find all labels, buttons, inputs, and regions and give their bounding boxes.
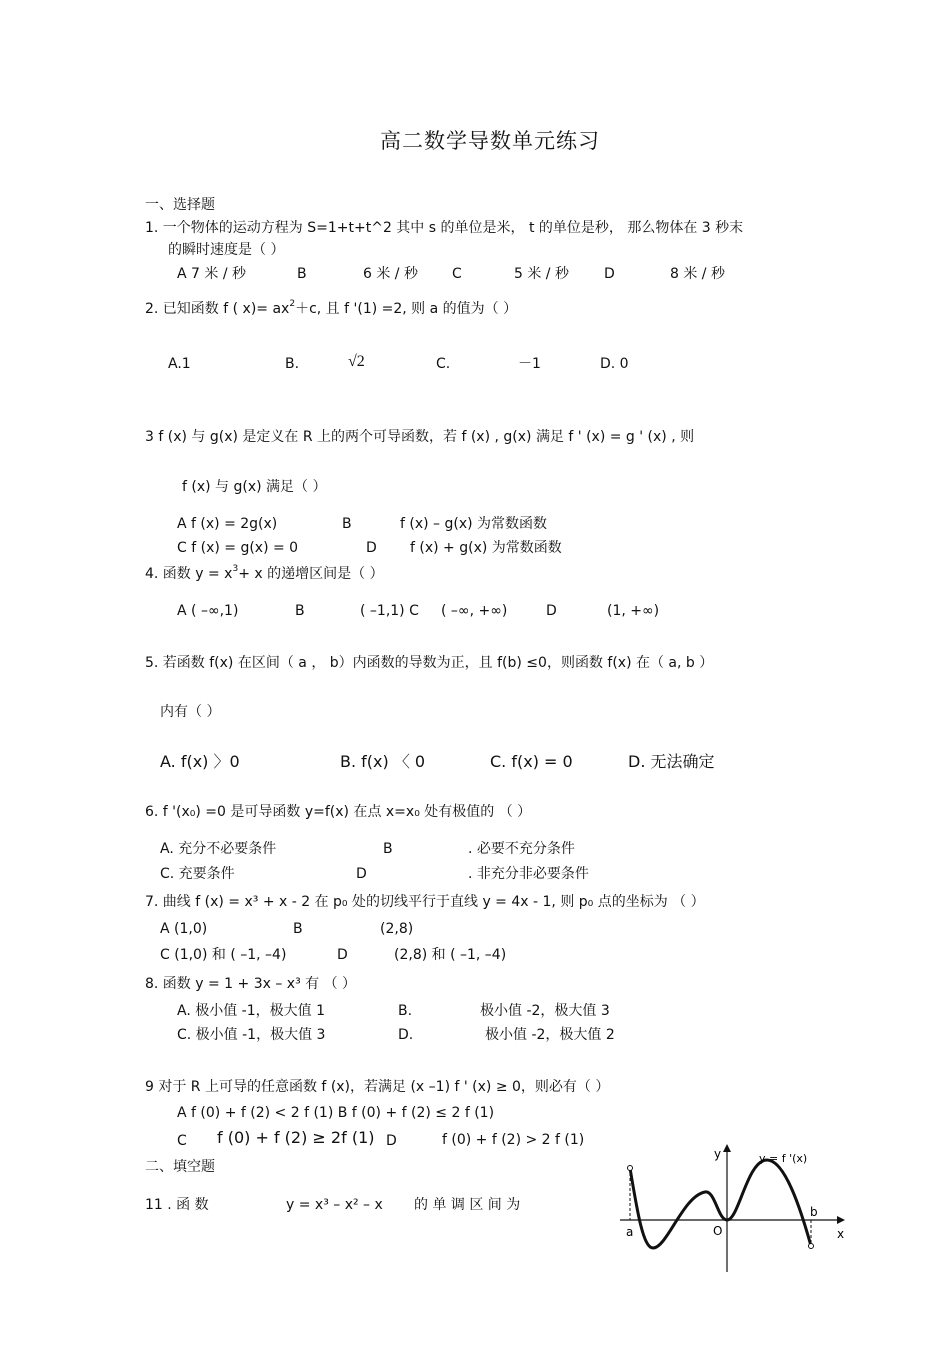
q2-option-a: A.1: [168, 356, 191, 372]
q7-option-c: C (1,0) 和 ( –1, –4): [160, 947, 287, 963]
q4-option-a: A ( –∞,1): [177, 603, 239, 619]
q1-option-d-label: D: [604, 266, 615, 282]
x-axis-label: x: [837, 1227, 845, 1241]
q2-option-b-label: B.: [285, 356, 300, 372]
q1-option-b: 6 米 / 秒: [363, 266, 418, 282]
q8-option-d: 极小值 -2，极大值 2: [485, 1027, 615, 1043]
q3-stem: 3 f (x) 与 g(x) 是定义在 R 上的两个可导函数，若 f (x) , g(x) 满足 f ' (x) = g ' (x) , 则: [145, 429, 695, 445]
derivative-graph: [615, 1140, 850, 1275]
q8-option-c: C. 极小值 -1，极大值 3: [177, 1027, 326, 1043]
endpoint-b: [809, 1244, 814, 1249]
q3-option-d: f (x) + g(x) 为常数函数: [410, 540, 562, 556]
q4-stem-a: 4. 函数 y = x: [145, 566, 233, 582]
q3-stem-line2: f (x) 与 g(x) 满足（ ）: [182, 479, 327, 495]
q2-option-c: －1: [518, 356, 541, 372]
q7-option-b: (2,8): [380, 921, 414, 937]
q7-option-d: (2,8) 和 ( –1, –4): [394, 947, 507, 963]
q4-option-b-label: B: [295, 603, 305, 619]
q2-option-b: √2: [348, 353, 365, 370]
q5-option-c: C. f(x) = 0: [490, 752, 573, 771]
page-title: 高二数学导数单元练习: [380, 129, 600, 153]
q11-stem-b: y = x³ – x² – x: [286, 1197, 383, 1213]
q6-option-a: A. 充分不必要条件: [160, 841, 277, 857]
q4-option-c: ( –∞, +∞): [441, 603, 508, 619]
q1-option-b-label: B: [297, 266, 307, 282]
q2-option-d: D. 0: [600, 356, 629, 372]
q4-stem-b: + x 的递增区间是（ ）: [238, 566, 384, 582]
q2-stem: 2. 已知函数 f ( $x)= ax^2+c$, 且 f '(1) =2, 则 a 的值为（ ）: [145, 299, 518, 317]
q6-option-d-label: D: [356, 866, 367, 882]
q5-option-b: B. f(x) 〈 0: [340, 752, 426, 771]
q7-stem: 7. 曲线 f (x) = x³ + x - 2 在 p₀ 处的切线平行于直线 y = 4x - 1, 则 p₀ 点的坐标为 （ ）: [145, 894, 705, 910]
q6-option-d: . 非充分非必要条件: [468, 866, 589, 882]
q11-stem-c: 的 单 调 区 间 为: [414, 1197, 521, 1213]
q6-option-b-label: B: [383, 841, 393, 857]
q3-option-b: f (x) – g(x) 为常数函数: [400, 516, 548, 532]
q1-option-a: A 7 米 / 秒: [177, 266, 247, 282]
q9-option-d-label: D: [386, 1133, 397, 1149]
q8-option-a: A. 极小值 -1，极大值 1: [177, 1003, 325, 1019]
curve-label: y = f '(x): [759, 1152, 808, 1165]
q2-option-c-label: C.: [436, 356, 451, 372]
q1-option-c-label: C: [452, 266, 462, 282]
q2-stem-b: ＋c, 且 f '(1) =2, 则 a 的值为（ ）: [295, 301, 518, 317]
q1-stem-line2: 的瞬时速度是（ ）: [168, 242, 285, 258]
q4-stem: 4. 函数 $y = x^3+ x$ 的递增区间是（ ）: [145, 564, 384, 582]
q5-option-a: A. f(x) 〉0: [160, 752, 240, 771]
x-axis-arrow: [837, 1216, 845, 1224]
q9-stem: 9 对于 R 上可导的任意函数 f (x)，若满足 (x –1) f ' (x) ≥ 0，则必有（ ）: [145, 1079, 610, 1095]
q3-option-b-label: B: [342, 516, 352, 532]
q9-option-c-label: C: [177, 1133, 187, 1149]
q9-option-d: f (0) + f (2) > 2 f (1): [442, 1132, 585, 1148]
q5-stem: 5. 若函数 f(x) 在区间（ a ， b）内函数的导数为正，且 f(b) ≤0，则函数 f(x) 在（ a, b ）: [145, 655, 714, 671]
q6-option-c: C. 充要条件: [160, 866, 235, 882]
q8-option-d-label: D.: [398, 1027, 414, 1043]
y-axis-label: y: [714, 1147, 722, 1161]
q9-options-ab: A f (0) + f (2) < 2 f (1) B f (0) + f (2) ≤ 2 f (1): [177, 1105, 495, 1121]
q7-option-b-label: B: [293, 921, 303, 937]
q8-option-b: 极小值 -2，极大值 3: [480, 1003, 610, 1019]
b-label: b: [810, 1205, 818, 1219]
q9-option-c: f (0) + f (2) ≥ 2f (1): [217, 1128, 375, 1147]
section-fill-in: 二、填空题: [145, 1159, 215, 1175]
q1-option-d: 8 米 / 秒: [670, 266, 725, 282]
q1-stem: 1. 一个物体的运动方程为 S=1+t+t^2 其中 s 的单位是米， t 的单位是秒， 那么物体在 3 秒末: [145, 220, 744, 236]
q2-stem-a: 2. 已知函数 f ( x)= ax: [145, 301, 290, 317]
q7-option-a: A (1,0): [160, 921, 208, 937]
q3-option-d-label: D: [366, 540, 377, 556]
q8-stem: 8. 函数 y = 1 + 3x – x³ 有 （ ）: [145, 976, 357, 992]
q6-stem: 6. f '(x₀) =0 是可导函数 y=f(x) 在点 x=x₀ 处有极值的 （ ）: [145, 804, 532, 820]
a-label: a: [626, 1225, 634, 1239]
q4-option-d-label: D: [546, 603, 557, 619]
q1-option-c: 5 米 / 秒: [514, 266, 569, 282]
endpoint-a: [628, 1166, 633, 1171]
q8-option-b-label: B.: [398, 1003, 413, 1019]
q5-stem-line2: 内有（ ）: [160, 704, 221, 720]
q3-option-c: C f (x) = g(x) = 0: [177, 540, 299, 556]
q5-option-d: D. 无法确定: [628, 752, 715, 771]
q3-option-a: A f (x) = 2g(x): [177, 516, 278, 532]
origin-label: O: [713, 1224, 723, 1238]
q7-option-d-label: D: [337, 947, 348, 963]
section-choice: 一、选择题: [145, 197, 215, 213]
q6-option-b: . 必要不充分条件: [468, 841, 575, 857]
q4-option-d: (1, +∞): [607, 603, 660, 619]
y-axis-arrow: [723, 1144, 731, 1152]
q11-stem-a: 11 . 函 数: [145, 1197, 209, 1213]
q4-option-bc: ( –1,1) C: [360, 603, 419, 619]
